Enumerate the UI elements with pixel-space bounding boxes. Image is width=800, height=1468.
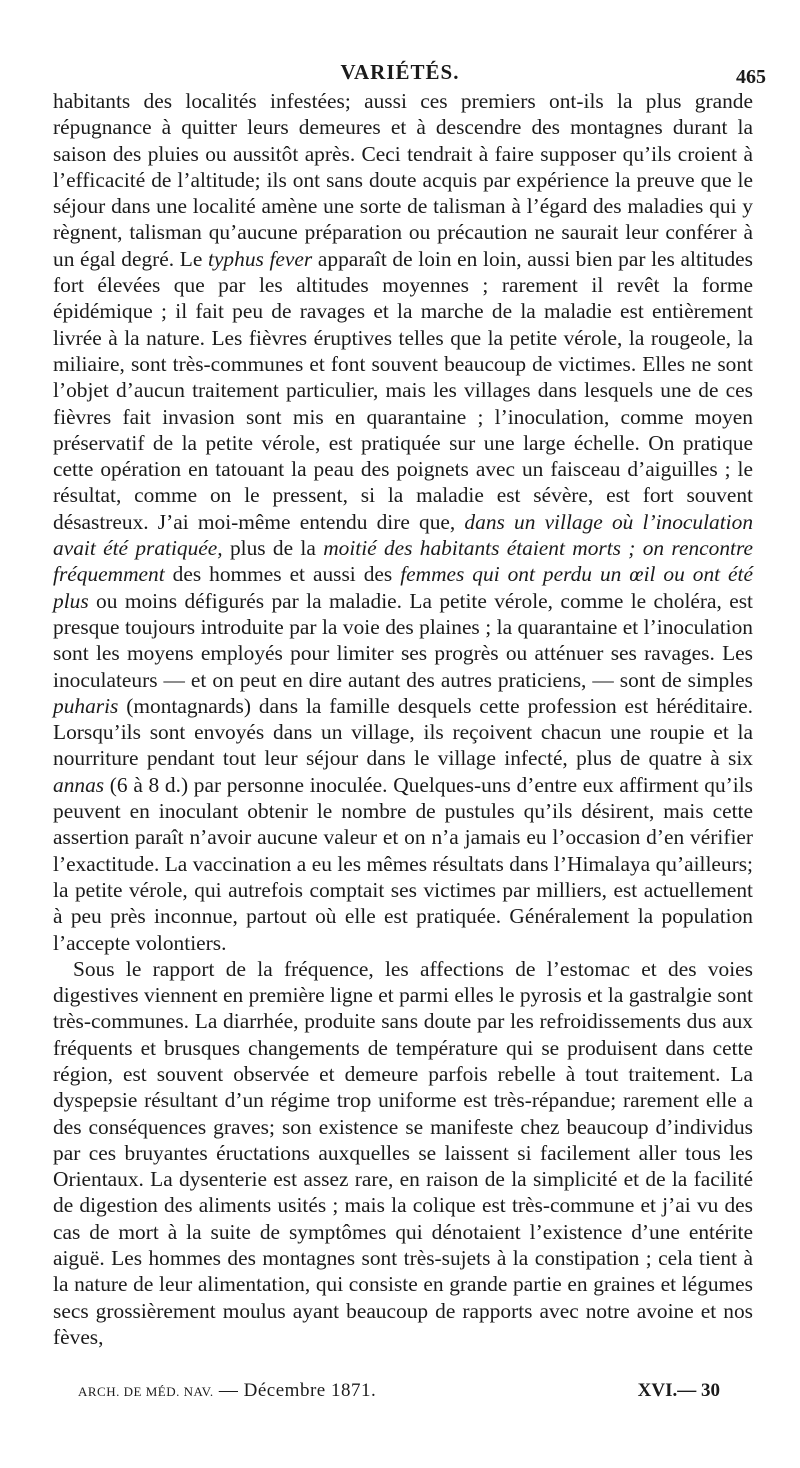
body-text — [53, 88, 753, 1350]
running-title: VARIÉTÉS. — [340, 60, 460, 84]
footer-date: — Décembre 1871. — [218, 1380, 377, 1401]
text-run: habitants des localités infestées; aussi ces premiers ont-ils la plus grande répugnance à quitter leurs demeures et à descendre des montagnes durant la saison des pluies ou aussitôt après. Ceci tendrait à faire supposer qu’ils croient à l’efficacité de l’altitude; ils ont sans doute acquis par expérience la preuve que le séjour dans une localité amène une sorte de talisman à l’égard des maladies qui y règnent, talisman qu’aucune préparation ou précaution ne saurait leur conférer à un égal degré. Le — [53, 89, 753, 271]
page-footer — [70, 1378, 720, 1406]
paragraph — [53, 88, 753, 956]
running-head — [0, 58, 800, 88]
footer-source — [78, 1380, 376, 1402]
text-run: (6 à 8 d.) par personne inoculée. Quelques-uns d’entre eux affirment qu’ils peuvent en inoculant obtenir le nombre de pustules qu’ils désirent, mais cette assertion paraît n’avoir aucune valeur et on n’a jamais eu l’occasion d’en vérifier l’exactitude. La vaccination a eu les mêmes résultats dans l’Himalaya qu’ailleurs; la petite vérole, qui autrefois comptait ses victimes par milliers, est actuellement à peu près inconnue, partout où elle est pratiquée. Généralement la population l’accepte volontiers. — [53, 772, 753, 955]
italic-run: moitié des habitants étaient morts ; on rencontre fréquemment — [53, 536, 753, 587]
footer-journal: ARCH. DE MÉD. NAV. — [78, 1384, 214, 1399]
text-run: Sous le rapport de la fréquence, les affections de l’estomac et des voies digestives viennent en première ligne et parmi elles le pyrosis et la gastralgie sont très-communes. La diarrhée, produite sans doute par les refroidissements dus aux fréquents et brusques changements de température qui se produisent dans cette région, est souvent observée et demeure parfois rebelle à tout traitement. La dyspepsie résultant d’un régime trop uniforme est très-répandue; rarement elle a des conséquences graves; son existence se manifeste chez beaucoup d’individus par ces bruyantes éructations auxquelles se laissent si facilement aller tous les Orientaux. La dysenterie est assez rare, en raison de la simplicité et de la facilité de digestion des aliments usités ; mais la colique est très-commune et j’ai vu des cas de mort à la suite de symptômes qui dénotaient l’existence d’une entérite aiguë. Les hommes des montagnes sont très-sujets à la constipation ; cela tient à la nature de leur alimentation, qui consiste en grande partie en graines et légumes secs grossièrement moulus ayant beaucoup de rapports avec notre avoine et nos fèves, — [53, 956, 753, 1349]
italic-run: puharis — [53, 693, 119, 718]
text-run: (montagnards) dans la famille desquels cette profession est héréditaire. Lorsqu’ils sont envoyés dans un village, ils reçoivent chacun une roupie et la nourriture pendant tout leur séjour dans le village infecté, plus de quatre à six — [53, 693, 753, 771]
italic-run: annas — [53, 772, 105, 797]
text-run: apparaît de loin en loin, aussi bien par les altitudes fort élevées que par les altitudes moyennes ; rarement il revêt la forme épidémique ; il fait peu de ravages et la marche de la maladie est entièrement livrée à la nature. Les fièvres éruptives telles que la petite vérole, la rougeole, la miliaire, sont très-communes et font souvent beaucoup de victimes. Elles ne sont l’objet d’aucun traitement particulier, mais les villages dans lesquels une de ces fièvres fait invasion sont mis en quarantaine ; l’inoculation, comme moyen préservatif de la petite vérole, est pratiquée sur une large échelle. On pratique cette opération en tatouant la peau des poignets avec un faisceau d’aiguilles ; le résultat, comme on le pressent, si la maladie est sévère, est fort souvent désastreux. J’ai moi-même entendu dire que, — [53, 246, 753, 534]
page-number: 465 — [736, 66, 766, 88]
italic-run: dans un village où l’inoculation avait été pratiquée, — [53, 509, 754, 561]
italic-run: femmes qui ont perdu un œil ou ont été plus — [53, 562, 753, 613]
italic-run: typhus fever — [208, 246, 313, 271]
footer-signature: XVI.— 30 — [637, 1380, 720, 1401]
text-run: plus de la — [222, 536, 324, 561]
paragraph — [53, 956, 753, 1350]
text-run: ou moins défigurés par la maladie. La petite vérole, comme le choléra, est presque toujours introduite par la voie des plaines ; la quarantaine et l’inoculation sont les moyens employés pour limiter ses progrès ou atténuer ses ravages. Les inoculateurs — et on peut en dire autant des autres praticiens, — sont de simples — [53, 588, 753, 692]
text-run: des hommes et aussi des — [164, 562, 401, 587]
